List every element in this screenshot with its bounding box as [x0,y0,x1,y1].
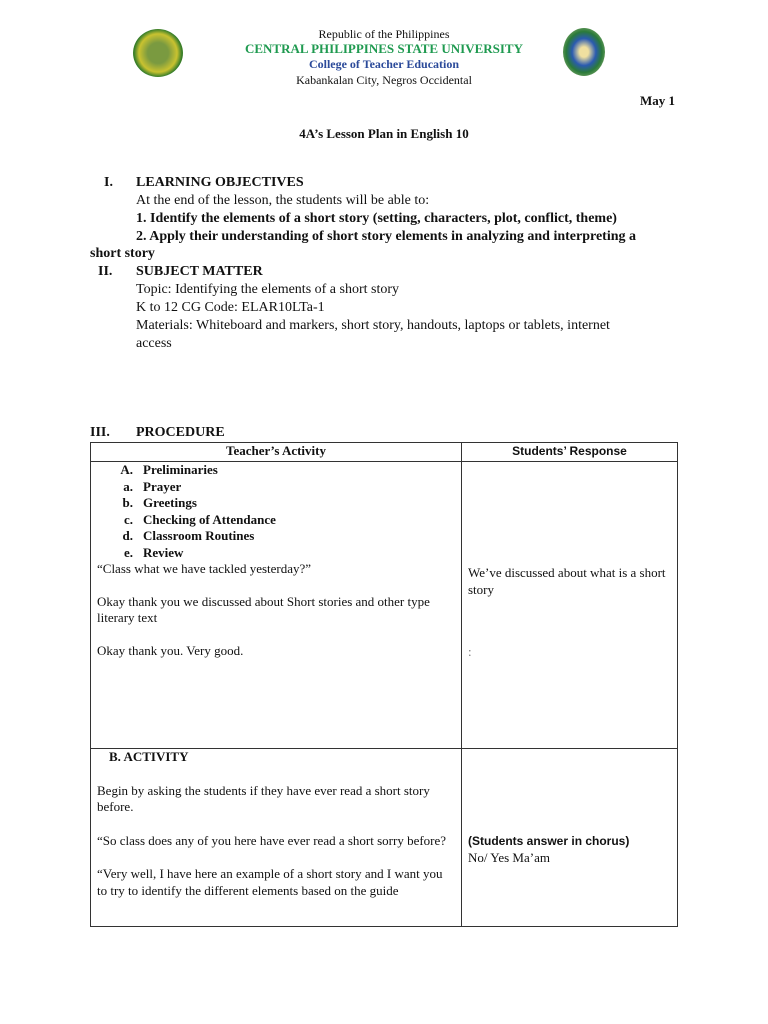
university-name: CENTRAL PHILIPPINES STATE UNIVERSITY [244,41,523,56]
objective-item: 1. Identify the elements of a short story (setting, characters, plot, conflict, theme) [136,211,617,226]
teacher-line: Okay thank you we discussed about Short stories and other type literary text [97,593,430,625]
document-title: 4A’s Lesson Plan in English 10 [299,126,469,141]
student-cell [462,462,678,749]
list-item: e. Review [123,544,184,560]
student-line: No/ Yes Ma’am [468,849,550,865]
section-heading: PROCEDURE [136,425,225,440]
objective-item: 2. Apply their understanding of short story elements in analyzing and interpreting a [136,229,637,244]
materials-cont: access [136,336,172,351]
list-item: a. Prayer [123,478,182,494]
teacher-line: “So class does any of you here have ever read a short sorry before? [97,832,447,848]
student-cell [462,749,678,927]
section-num: III. [90,425,110,440]
college-name: College of Teacher Education [308,57,460,71]
materials: Materials: Whiteboard and markers, short story, handouts, laptops or tablets, internet [136,318,610,333]
teacher-line: Begin by asking the students if they have ever read a short story before. [97,782,430,814]
list-item: c. Checking of Attendance [123,511,276,527]
section-heading: LEARNING OBJECTIVES [136,175,304,190]
student-line: : [468,644,472,659]
student-line: We’ve discussed about what is a short story [468,565,666,597]
objectives-intro: At the end of the lesson, the students will be able to: [136,193,430,208]
location: Kabankalan City, Negros Occidental [296,73,472,87]
teacher-line: Okay thank you. Very good. [97,642,244,658]
teacher-line: “Class what we have tackled yesterday?” [97,561,312,576]
col-header-students: Students’ Response [462,443,678,462]
section-num: I. [104,175,113,190]
teacher-cell [91,749,462,927]
teacher-line: “Very well, I have here an example of a short story and I want you to try to identify the different elements based on the guide [97,866,443,898]
date: May 1 [640,93,676,108]
teacher-cell [91,462,462,749]
objective-item: short story [90,246,155,261]
topic: Topic: Identifying the elements of a short story [136,282,400,297]
list-item: d. Classroom Routines [122,528,255,543]
section-heading: SUBJECT MATTER [136,264,263,279]
list-item: b. Greetings [122,495,197,510]
procedure-table [90,442,678,927]
col-header-teacher: Teacher’s Activity [91,443,462,462]
section-num: II. [98,264,113,279]
student-line: (Students answer in chorus) [468,834,630,848]
list-item: A. Preliminaries [120,462,218,477]
republic-line: Republic of the Philippines [318,27,450,41]
cg-code: K to 12 CG Code: ELAR10LTa-1 [136,300,325,315]
activity-heading: B. ACTIVITY [109,749,189,764]
